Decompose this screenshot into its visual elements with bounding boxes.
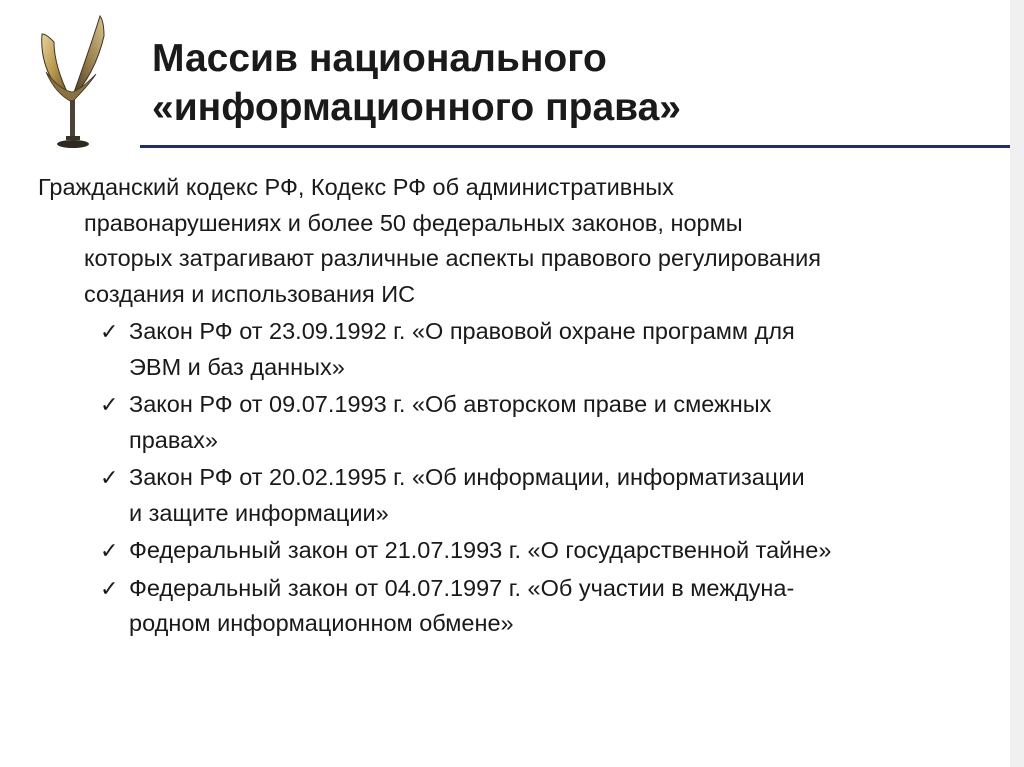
title-line-2: «информационного права» [152, 86, 681, 129]
checkmark-icon: ✓ [100, 575, 119, 601]
slide-gutter [1010, 0, 1024, 767]
law-line: родном информационном обмене» [129, 610, 514, 636]
law-line: Федеральный закон от 21.07.1993 г. «О государственной тайне» [129, 537, 832, 563]
sculpture-logo-icon [32, 12, 118, 154]
law-item [38, 460, 988, 531]
law-line: ЭВМ и баз данных» [129, 353, 345, 380]
checkmark-icon: ✓ [100, 392, 119, 417]
law-line: и защите информации» [129, 499, 389, 526]
intro-line: создания и использования ИС [84, 280, 416, 307]
title-line-1: Массив национального [152, 37, 607, 80]
law-list [38, 314, 988, 642]
law-line: Закон РФ от 09.07.1993 г. «Об авторском праве и смежных [129, 391, 772, 417]
intro-line: Гражданский кодекс РФ, Кодекс РФ об административных [38, 174, 674, 200]
law-line: Закон РФ от 20.02.1995 г. «Об информации, информатизации [129, 464, 805, 490]
checkmark-icon: ✓ [100, 538, 119, 563]
law-item [38, 314, 988, 385]
checkmark-icon: ✓ [100, 465, 119, 490]
checkmark-icon: ✓ [100, 319, 119, 344]
intro-line: которых затрагивают различные аспекты правового регулирования [84, 245, 821, 271]
title-underline [140, 145, 1010, 148]
law-line: правах» [129, 426, 218, 453]
intro-line: правонарушениях и более 50 федеральных законов, нормы [84, 209, 743, 236]
slide-title [152, 34, 972, 132]
intro-paragraph [38, 170, 988, 312]
law-line: Федеральный закон от 04.07.1997 г. «Об участии в междуна- [129, 574, 795, 601]
law-line: Закон РФ от 23.09.1992 г. «О правовой охране программ для [129, 318, 795, 344]
slide-body [38, 170, 988, 644]
law-item [38, 533, 988, 569]
law-item [38, 571, 988, 642]
law-item [38, 387, 988, 458]
